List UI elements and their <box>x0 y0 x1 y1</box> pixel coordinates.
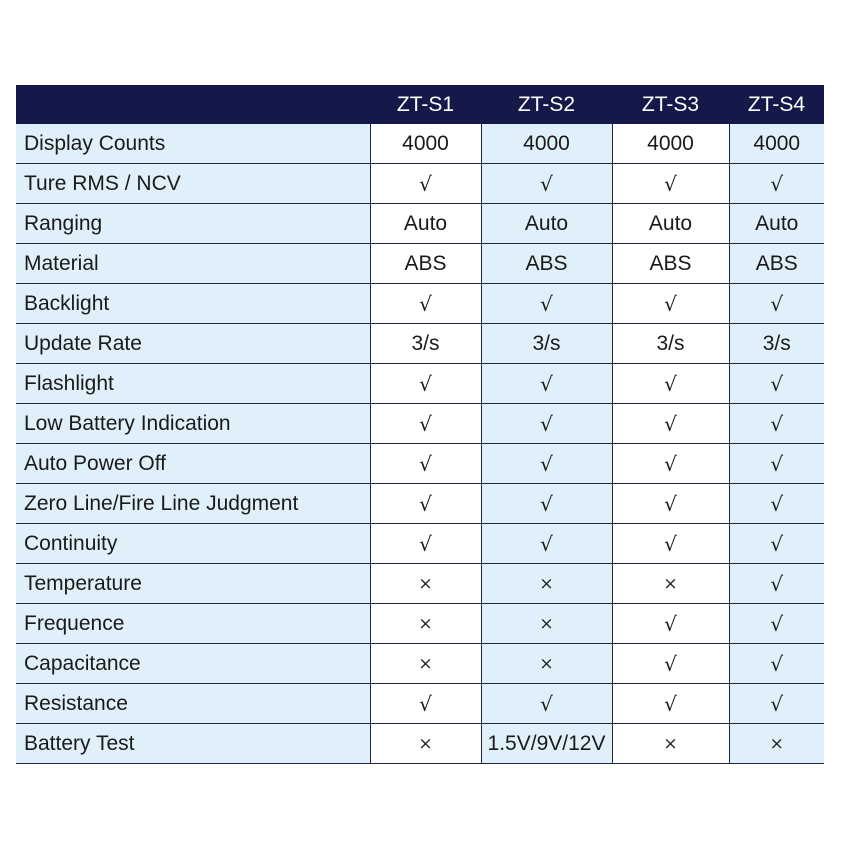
value-cell: × <box>481 644 612 684</box>
feature-label: Update Rate <box>16 324 370 364</box>
table-row <box>16 124 824 164</box>
value-cell: √ <box>612 284 729 324</box>
table-row <box>16 484 824 524</box>
value-cell: √ <box>612 444 729 484</box>
value-cell: √ <box>729 604 824 644</box>
table-row <box>16 444 824 484</box>
value-cell: √ <box>612 164 729 204</box>
value-cell: √ <box>729 644 824 684</box>
value-cell: √ <box>612 524 729 564</box>
feature-label: Zero Line/Fire Line Judgment <box>16 484 370 524</box>
value-cell: × <box>612 724 729 764</box>
value-cell: 1.5V/9V/12V <box>481 724 612 764</box>
value-cell: √ <box>729 284 824 324</box>
table-row <box>16 204 824 244</box>
value-cell: √ <box>729 484 824 524</box>
value-cell: Auto <box>370 204 481 244</box>
value-cell: √ <box>612 604 729 644</box>
table-row <box>16 324 824 364</box>
feature-label: Ranging <box>16 204 370 244</box>
value-cell: × <box>370 564 481 604</box>
value-cell: √ <box>481 444 612 484</box>
value-cell: √ <box>370 524 481 564</box>
value-cell: 4000 <box>481 124 612 164</box>
feature-label: Display Counts <box>16 124 370 164</box>
header-model: ZT-S1 <box>370 85 481 124</box>
value-cell: × <box>481 564 612 604</box>
header-feature <box>16 85 370 124</box>
value-cell: × <box>370 644 481 684</box>
table-row <box>16 164 824 204</box>
value-cell: √ <box>612 484 729 524</box>
value-cell: √ <box>481 484 612 524</box>
table-row <box>16 524 824 564</box>
value-cell: √ <box>481 684 612 724</box>
table-row <box>16 564 824 604</box>
table-row <box>16 244 824 284</box>
feature-label: Low Battery Indication <box>16 404 370 444</box>
value-cell: ABS <box>612 244 729 284</box>
value-cell: √ <box>370 164 481 204</box>
feature-label: Resistance <box>16 684 370 724</box>
feature-label: Flashlight <box>16 364 370 404</box>
value-cell: × <box>729 724 824 764</box>
value-cell: √ <box>370 484 481 524</box>
value-cell: Auto <box>612 204 729 244</box>
feature-label: Capacitance <box>16 644 370 684</box>
feature-label: Backlight <box>16 284 370 324</box>
header-model: ZT-S3 <box>612 85 729 124</box>
value-cell: √ <box>729 524 824 564</box>
value-cell: 4000 <box>729 124 824 164</box>
value-cell: √ <box>370 364 481 404</box>
feature-label: Ture RMS / NCV <box>16 164 370 204</box>
value-cell: 3/s <box>481 324 612 364</box>
header-row <box>16 85 824 124</box>
feature-label: Battery Test <box>16 724 370 764</box>
feature-label: Auto Power Off <box>16 444 370 484</box>
value-cell: × <box>370 724 481 764</box>
value-cell: √ <box>481 164 612 204</box>
value-cell: √ <box>481 404 612 444</box>
value-cell: ABS <box>481 244 612 284</box>
value-cell: 3/s <box>612 324 729 364</box>
value-cell: √ <box>481 284 612 324</box>
value-cell: Auto <box>729 204 824 244</box>
table-row <box>16 284 824 324</box>
value-cell: √ <box>729 364 824 404</box>
value-cell: √ <box>481 364 612 404</box>
feature-label: Material <box>16 244 370 284</box>
value-cell: √ <box>729 164 824 204</box>
value-cell: × <box>370 604 481 644</box>
value-cell: Auto <box>481 204 612 244</box>
value-cell: √ <box>612 404 729 444</box>
value-cell: 3/s <box>729 324 824 364</box>
value-cell: ABS <box>729 244 824 284</box>
value-cell: 4000 <box>370 124 481 164</box>
feature-label: Continuity <box>16 524 370 564</box>
header-model: ZT-S4 <box>729 85 824 124</box>
feature-label: Temperature <box>16 564 370 604</box>
value-cell: √ <box>370 684 481 724</box>
table-row <box>16 404 824 444</box>
table-row <box>16 644 824 684</box>
value-cell: × <box>612 564 729 604</box>
value-cell: 3/s <box>370 324 481 364</box>
value-cell: √ <box>729 684 824 724</box>
value-cell: √ <box>612 684 729 724</box>
value-cell: √ <box>370 284 481 324</box>
value-cell: √ <box>370 404 481 444</box>
feature-label: Frequence <box>16 604 370 644</box>
table-row <box>16 684 824 724</box>
value-cell: 4000 <box>612 124 729 164</box>
value-cell: × <box>481 604 612 644</box>
value-cell: √ <box>612 644 729 684</box>
value-cell: √ <box>612 364 729 404</box>
value-cell: √ <box>481 524 612 564</box>
value-cell: √ <box>370 444 481 484</box>
value-cell: ABS <box>370 244 481 284</box>
value-cell: √ <box>729 564 824 604</box>
table-row <box>16 724 824 764</box>
table-row <box>16 364 824 404</box>
header-model: ZT-S2 <box>481 85 612 124</box>
comparison-table <box>16 85 824 764</box>
value-cell: √ <box>729 444 824 484</box>
table-row <box>16 604 824 644</box>
value-cell: √ <box>729 404 824 444</box>
